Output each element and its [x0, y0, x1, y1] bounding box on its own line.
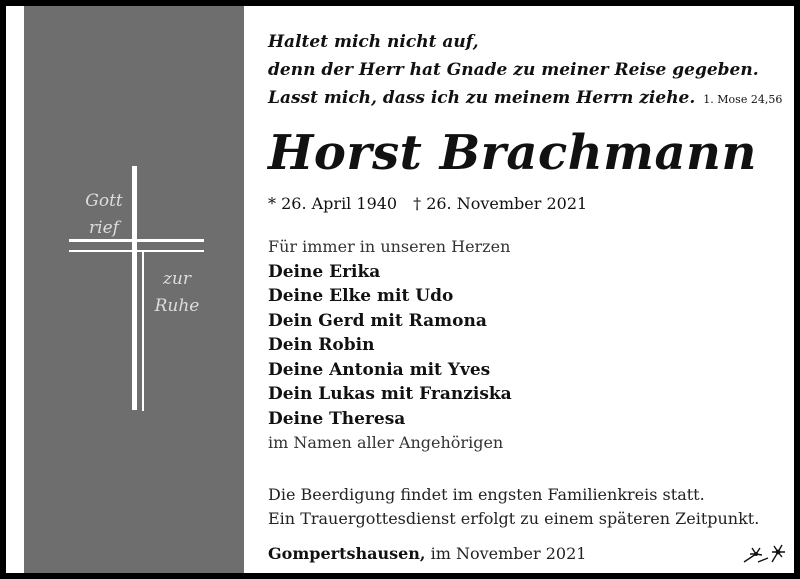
cross-text-line: rief	[89, 218, 119, 238]
life-dates	[268, 192, 603, 216]
verse-line: Haltet mich nicht auf,	[268, 32, 479, 52]
mourner-name: Deine Antonia mit Yves	[268, 359, 491, 380]
cross-text-line: Gott	[85, 191, 123, 211]
mourner-name: Deine Elke mit Udo	[268, 286, 454, 306]
flower-sprig-icon	[742, 540, 790, 566]
mourners-list	[268, 235, 512, 456]
mourner-name: Dein Robin	[268, 335, 375, 355]
mourners-outro: im Namen aller Angehörigen	[268, 433, 504, 452]
cross-text-line: zur	[162, 269, 192, 289]
sidebar-band	[24, 6, 244, 573]
verse-line: Lasst mich, dass ich zu meinem Herrn ziehe.	[268, 88, 696, 108]
mourner-name: Deine Theresa	[268, 408, 406, 429]
cross-text-line: Ruhe	[154, 296, 200, 316]
verse-line-last	[268, 84, 782, 114]
cross-horizontal-beam-inner	[69, 250, 204, 252]
birth-date: * 26. April 1940	[268, 194, 398, 213]
bible-verse	[268, 28, 782, 114]
town-name: Gompertshausen,	[268, 544, 426, 563]
cross-text-bottom	[142, 266, 212, 320]
deceased-name: Horst Brachmann	[268, 125, 757, 181]
verse-reference: 1. Mose 24,56	[703, 93, 783, 106]
mourner-name: Deine Erika	[268, 261, 381, 282]
mourners-intro: Für immer in unseren Herzen	[268, 237, 511, 256]
notice-date: im November 2021	[430, 544, 587, 563]
death-date: † 26. November 2021	[413, 194, 588, 213]
mourner-name: Dein Gerd mit Ramona	[268, 310, 487, 331]
cross-text-top	[74, 188, 134, 242]
burial-line: Ein Trauergottesdienst erfolgt zu einem späteren Zeitpunkt.	[268, 509, 760, 528]
burial-line: Die Beerdigung findet im engsten Familienkreis statt.	[268, 485, 705, 504]
mourner-name: Dein Lukas mit Franziska	[268, 384, 512, 404]
verse-line: denn der Herr hat Gnade zu meiner Reise gegeben.	[268, 60, 759, 80]
burial-notice	[268, 483, 759, 531]
place-and-date	[268, 542, 586, 566]
